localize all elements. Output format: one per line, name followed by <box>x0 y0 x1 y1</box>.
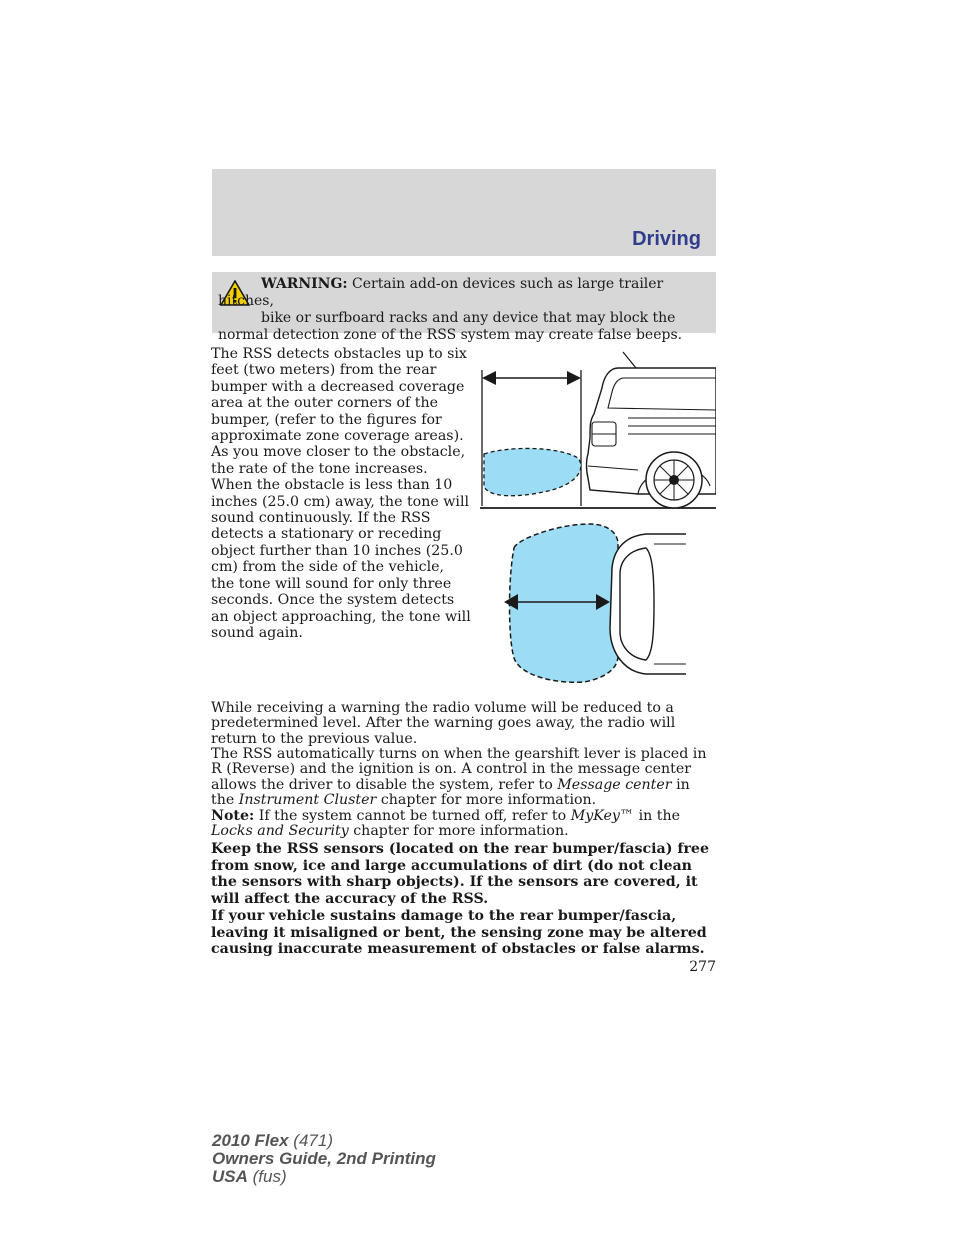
warning-line-3: normal detection zone of the RSS system may create false beeps. <box>218 327 683 343</box>
rss-description: The RSS detects obstacles up to six feet (two meters) from the rear bumper with a decreased coverage area at the outer corners of the bumper, (refer to the figures for approximate zone coverage areas). As you move closer to the obstacle, the rate of the tone increases. When the obstacle is less than 10 inches (25.0 cm) away, the tone will sound continuously. If the RSS detects a stationary or receding object further than 10 inches (25.0 cm) from the side of the vehicle, the tone will sound for only three seconds. Once the system detects an object approaching, the tone will sound again. <box>211 346 471 641</box>
footer-market: USA <box>212 1167 248 1186</box>
note-paragraph <box>211 809 716 840</box>
note-text-b: in the <box>638 808 680 824</box>
note-label: Note: <box>211 808 255 824</box>
auto-on-text-b: in the <box>211 776 690 808</box>
auto-on-text-a: The RSS automatically turns on when the gearshift lever is placed in R (Reverse) and the ignition is on. A control in the message center allows the driver to disable the system, refer to <box>211 746 707 793</box>
auto-on-paragraph <box>211 747 716 808</box>
section-title: Driving <box>632 228 701 250</box>
note-text-a: If the system cannot be turned off, refer to <box>258 808 567 824</box>
top-view-zone-figure <box>496 518 686 686</box>
side-view-zone-figure <box>478 346 716 512</box>
bumper-damage-warning: If your vehicle sustains damage to the rear bumper/fascia, leaving it misaligned or bent, the sensing zone may be altered causing inaccurate measurement of obstacles or false alarms. <box>211 908 707 958</box>
warning-text <box>218 276 708 344</box>
footer <box>212 1132 436 1186</box>
page-number: 277 <box>689 959 716 975</box>
warning-line-2: bike or surfboard racks and any device that may block the <box>261 310 676 326</box>
instrument-cluster-reference: Instrument Cluster <box>238 791 377 808</box>
radio-volume-paragraph: While receiving a warning the radio volume will be reduced to a predetermined level. After the warning goes away, the radio will return to the previous value. <box>211 700 676 747</box>
message-center-reference: Message center <box>557 776 672 793</box>
sensor-cleaning-warning: Keep the RSS sensors (located on the rear bumper/fascia) free from snow, ice and large accumulations of dirt (do not clean the sensors with sharp objects). If the sensors are covered, it will affect the accuracy of the RSS. <box>211 841 709 907</box>
footer-market-code: (fus) <box>252 1167 287 1186</box>
footer-model: 2010 Flex <box>212 1131 289 1150</box>
warning-lead: WARNING: <box>261 276 348 292</box>
warning-line-1: Certain add-on devices such as large trailer hitches, <box>218 276 664 309</box>
note-text-c: chapter for more information. <box>353 823 569 840</box>
locks-security-reference: Locks and Security <box>211 823 349 840</box>
header-band <box>212 169 716 256</box>
warning-box <box>212 272 716 343</box>
auto-on-text-c: chapter for more information. <box>380 791 597 808</box>
footer-guide: Owners Guide, 2nd Printing <box>212 1149 436 1168</box>
footer-model-code: (471) <box>293 1131 333 1150</box>
mykey-reference: MyKey™ <box>570 808 635 824</box>
